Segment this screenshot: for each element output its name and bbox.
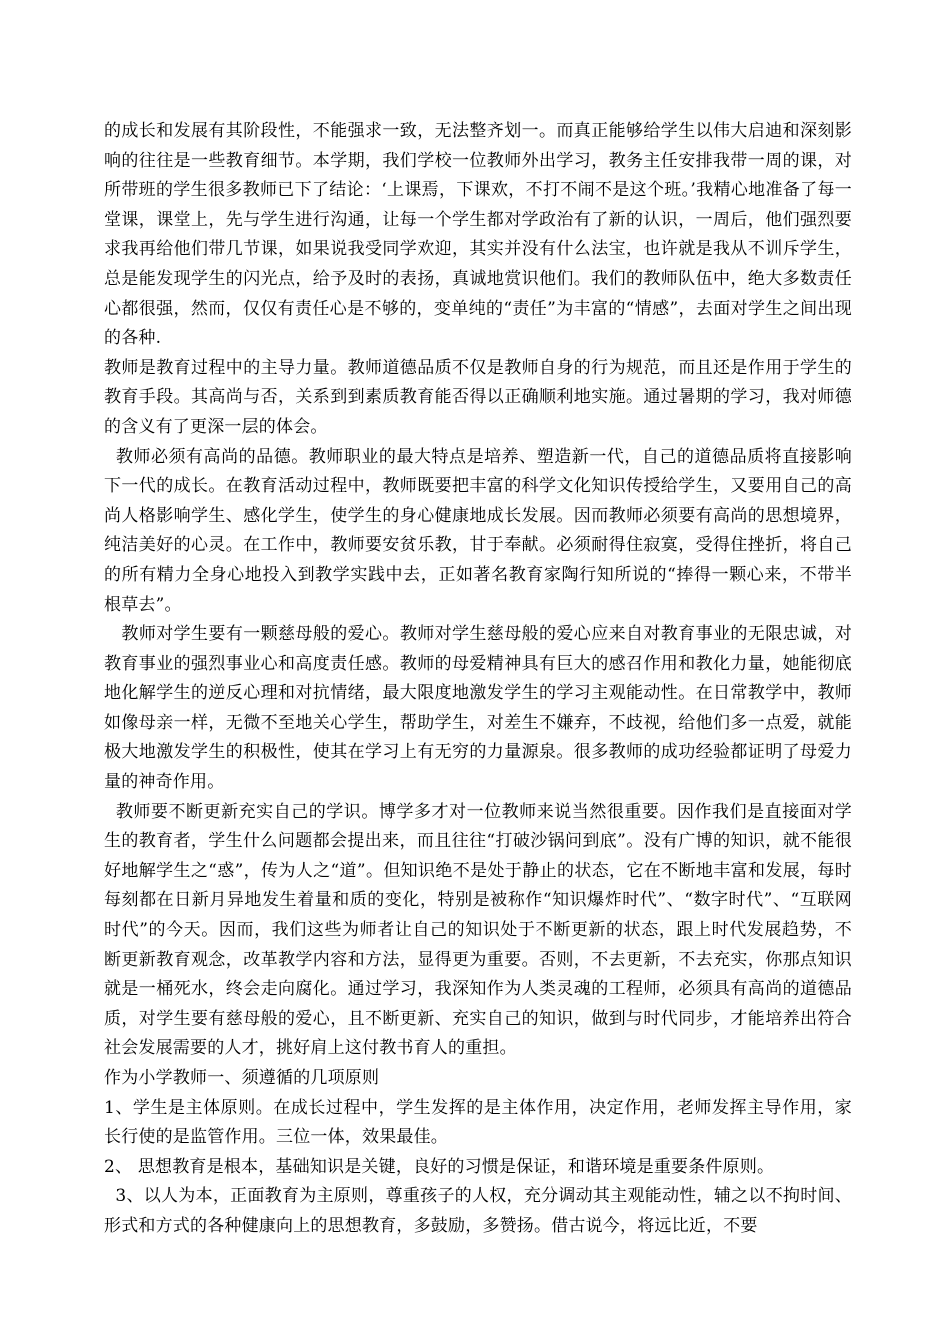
document-body xyxy=(104,117,852,1242)
paragraph-3: 教师必须有高尚的品德。教师职业的最大特点是培养、塑造新一代，自己的道德品质将直接影响下一代的成长。在教育活动过程中，教师既要把丰富的科学文化知识传授给学生，又要用自己的高尚人格影响学生、感化学生，使学生的身心健康地成长发展。因而教师必须要有高尚的思想境界，纯洁美好的心灵。在工作中，教师要安贫乐教，甘于奉献。必须耐得住寂寞，受得住挫折，将自己的所有精力全身心地投入到教学实践中去，正如著名教育家陶行知所说的“捧得一颗心来，不带半根草去”。 xyxy=(104,446,852,615)
paragraph-4: 教师对学生要有一颗慈母般的爱心。教师对学生慈母般的爱心应来自对教育事业的无限忠诚，对教育事业的强烈事业心和高度责任感。教师的母爱精神具有巨大的感召作用和教化力量，她能彻底地化解学生的逆反心理和对抗情绪，最大限度地激发学生的学习主观能动性。在日常教学中，教师如像母亲一样，无微不至地关心学生，帮助学生，对差生不嫌弃，不歧视，给他们多一点爱，就能极大地激发学生的积极性，使其在学习上有无穷的力量源泉。很多教师的成功经验都证明了母爱力量的神奇作用。 xyxy=(104,624,853,793)
paragraph-5: 教师要不断更新充实自己的学识。博学多才对一位教师来说当然很重要。因作我们是直接面对学生的教育者，学生什么问题都会提出来，而且往往“打破沙锅问到底”。没有广博的知识，就不能很好地解学生之“惑”，传为人之“道”。但知识绝不是处于静止的状态，它在不断地丰富和发展，每时每刻都在日新月异地发生着量和质的变化，特别是被称作“知识爆炸时代”、“数字时代”、“互联网时代”的今天。因而，我们这些为师者让自己的知识处于不断更新的状态，跟上时代发展趋势，不断更新教育观念，改革教学内容和方法，显得更为重要。否则，不去更新，不去充实，你那点知识就是一桶死水，终会走向腐化。通过学习，我深知作为人类灵魂的工程师，必须具有高尚的道德品质，对学生要有慈母般的爱心，且不断更新、充实自己的知识，做到与时代同步，才能培养出符合社会发展需要的人才，挑好肩上这付教书育人的重担。 xyxy=(104,801,852,1059)
paragraph-2: 教师是教育过程中的主导力量。教师道德品质不仅是教师自身的行为规范，而且还是作用于学生的教育手段。其高尚与否，关系到到素质教育能否得以正确顺利地实施。通过暑期的学习，我对师德的含义有了更深一层的体会。 xyxy=(104,357,852,437)
section-heading: 作为小学教师一、须遵循的几项原则 xyxy=(104,1068,380,1088)
principle-2: 2、 思想教育是根本，基础知识是关键，良好的习惯是保证，和谐环境是重要条件原则。 xyxy=(104,1156,775,1177)
paragraph-1: 的成长和发展有其阶段性，不能强求一致，无法整齐划一。而真正能够给学生以伟大启迪和深刻影响的往往是一些教育细节。本学期，我们学校一位教师外出学习，教务主任安排我带一周的课，对所带班的学生很多教师已下了结论：‘上课焉，下课欢，不打不闹不是这个班。’我精心地准备了每一堂课，课堂上，先与学生进行沟通，让每一个学生都对学政治有了新的认识，一周后，他们强烈要求我再给他们带几节课，如果说我受同学欢迎，其实并没有什么法宝，也许就是我从不训斥学生，总是能发现学生的闪光点，给予及时的表扬，真诚地赏识他们。我们的教师队伍中，绝大多数责任心都很强，然而，仅仅有责任心是不够的，变单纯的“责任”为丰富的“情感”，去面对学生之间出现的各种. xyxy=(104,121,852,349)
principle-3: 3、以人为本，正面教育为主原则，尊重孩子的人权，充分调动其主观能动性，辅之以不拘时间、形式和方式的各种健康向上的思想教育，多鼓励，多赞扬。借古说今，将远比近，不要 xyxy=(104,1186,852,1236)
principle-1: 1、学生是主体原则。在成长过程中，学生发挥的是主体作用，决定作用，老师发挥主导作用，家长行使的是监管作用。三位一体，效果最佳。 xyxy=(104,1097,852,1148)
